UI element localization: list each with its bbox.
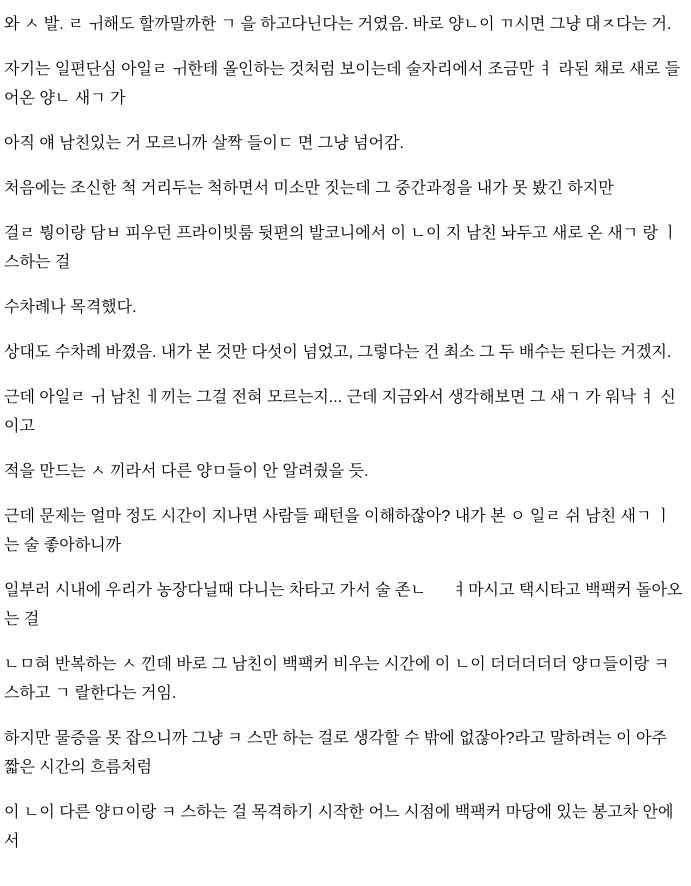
post-paragraph: 이 ㄴ이 다른 양ㅁ이랑 ㅋ 스하는 걸 목격하기 시작한 어느 시점에 백팩커 마당에 있는 봉고차 안에서 [4, 804, 674, 850]
post-paragraph: 걸ㄹ 붱이랑 담ㅂ 피우던 프라이빗룸 뒷편의 발코니에서 이 ㄴ이 지 남친 놔두고 새로 온 새ㄱ 랑 ㅣ스하는 걸 [4, 225, 678, 271]
post-paragraph: 하지만 물증을 못 잡으니까 그냥 ㅋ 스만 하는 걸로 생각할 수 밖에 없잖아?라고 말하려는 이 아주 짧은 시간의 흐름처럼 [4, 730, 672, 776]
post-paragraph: 근데 문제는 얼마 정도 시간이 지나면 사람들 패턴을 이해하잖아? 내가 본 ㅇ 일ㄹ 쉬 남친 새ㄱ ㅣ는 술 좋아하니까 [4, 508, 672, 554]
post-paragraph: 수차례나 목격했다. [4, 299, 137, 316]
post-paragraph: ㄴㅁ혀 반복하는 ㅅ 낀데 바로 그 남친이 백팩커 비우는 시간에 이 ㄴ이 더더더더더 양ㅁ들이랑 ㅋ 스하고 ㄱ 랄한다는 거임. [4, 656, 674, 702]
post-paragraph: 일부러 시내에 우리가 농장다닐때 다니는 차타고 가서 술 존ㄴ ㅕ마시고 택시타고 백팩커 돌아오는 걸 [4, 582, 683, 628]
post-paragraph: 처음에는 조신한 척 거리두는 척하면서 미소만 짓는데 그 중간과정을 내가 못 봤긴 하지만 [4, 180, 614, 197]
post-paragraph: 아직 얘 남친있는 거 모르니까 살짝 들이ㄷ 면 그냥 넘어감. [4, 135, 404, 152]
post-paragraph: 와 ㅅ 발. ㄹ ㅟ해도 할까말까한 ㄱ 을 하고다닌다는 거였음. 바로 양ㄴ이 ㄲ시면 그냥 대ㅈ다는 거. [4, 16, 672, 33]
post-paragraph: 적을 만드는 ㅅ 끼라서 다른 양ㅁ들이 안 알려줬을 듯. [4, 463, 369, 480]
post-paragraph: 상대도 수차례 바꼈음. 내가 본 것만 다섯이 넘었고, 그렇다는 건 최소 그 두 배수는 된다는 거겠지. [4, 344, 672, 361]
post-paragraph: 근데 아일ㄹ ㅟ 남친 ㅔ끼는 그걸 전혀 모르는지... 근데 지금와서 생각해보면 그 새ㄱ 가 워낙 ㅕ 신이고 [4, 389, 676, 435]
post-paragraph: 자기는 일편단심 아일ㄹ ㅟ한테 올인하는 것처럼 보이는데 술자리에서 조금만 ㅕ 라된 채로 새로 들어온 양ㄴ 새ㄱ 가 [4, 61, 681, 107]
